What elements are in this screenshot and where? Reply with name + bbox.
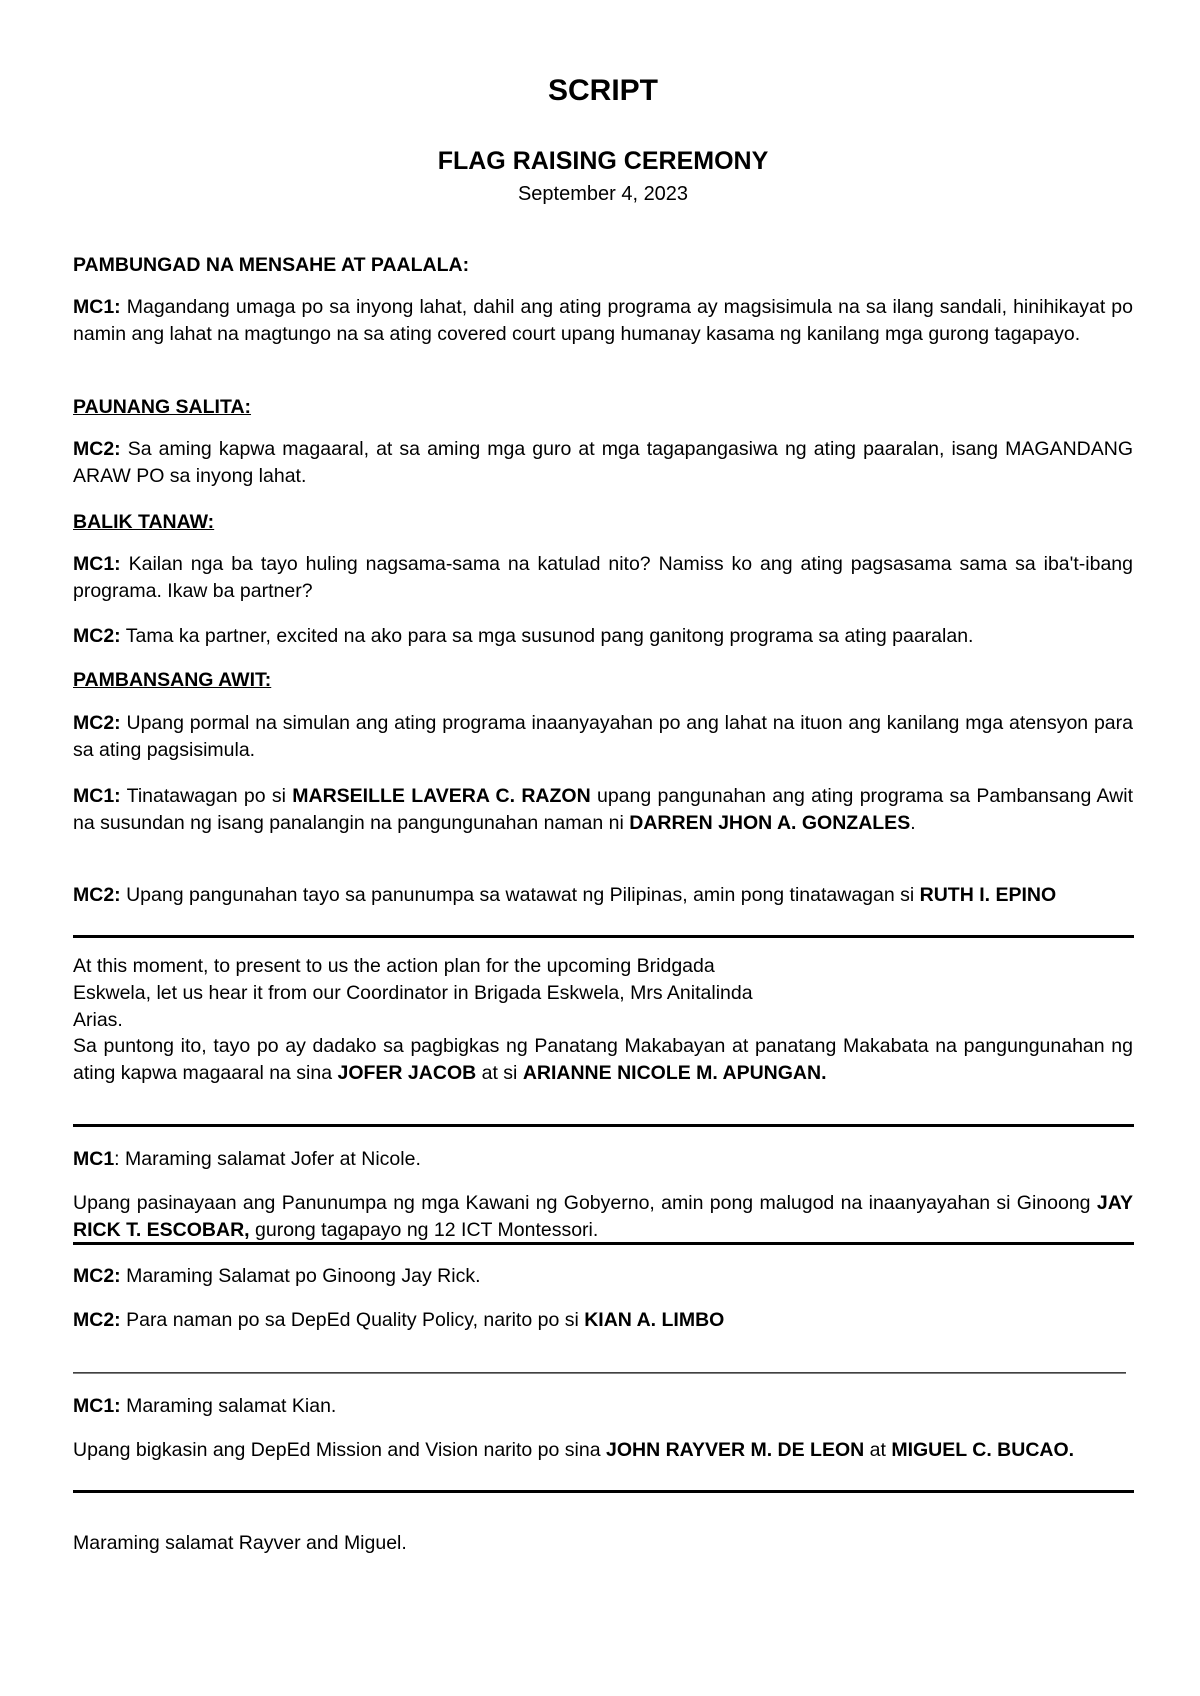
paragraph-text: Magandang umaga po sa inyong lahat, dahil ang ating programa ay magsisimula na sa ilang sandali, hinihikayat po namin ang lahat na magtungo na sa ating covered court upang humanay kasama ng kanilang mga gurong tagapayo. [73, 296, 1133, 345]
paragraph-mc2-quality-policy [73, 1307, 1133, 1334]
paragraph-text: Sa puntong ito, tayo po ay dadako sa pagbigkas ng Panatang Makabayan at panatang Makabata na pangungunahan ng ating kapwa magaaral na sina [73, 1035, 1133, 1084]
speaker-label: MC2: [73, 1309, 121, 1331]
person-name: RUTH I. EPINO [919, 884, 1057, 906]
paragraph-final-thanks: Maraming salamat Rayver and Miguel. [73, 1532, 407, 1554]
paragraph-mc1-balik [73, 551, 1133, 605]
speaker-label: MC2: [73, 1265, 121, 1287]
paragraph-mc1-greeting [73, 294, 1133, 348]
person-name: DARREN JHON A. GONZALES [629, 812, 911, 834]
document-title: SCRIPT [547, 74, 658, 107]
paragraph-text: Upang pangunahan tayo sa panunumpa sa watawat ng Pilipinas, amin pong tinatawagan si [120, 884, 920, 906]
paragraph-text: Para naman po sa DepEd Quality Policy, narito po si [120, 1309, 585, 1331]
speaker-label: MC2: [73, 625, 121, 647]
paragraph-text: Maraming Salamat po Ginoong Jay Rick. [120, 1265, 481, 1287]
section-heading-text: BALIK TANAW: [73, 511, 215, 533]
speaker-label: MC1: [73, 785, 121, 807]
paragraph-text: upang pangunahan ang ating programa sa Pambansang Awit na susundan ng isang panalangin na pangungunahan naman ni [73, 785, 1134, 834]
paragraph-text: Sa aming kapwa magaaral, at sa aming mga guro at mga tagapangasiwa ng ating paaralan, isang MAGANDANG ARAW PO sa inyong lahat. [73, 438, 1133, 487]
person-name: KIAN A. LIMBO [584, 1309, 725, 1331]
paragraph-mc2-pledge [73, 882, 1133, 909]
event-date: September 4, 2023 [517, 183, 689, 205]
paragraph-text: Maraming salamat Kian. [120, 1395, 337, 1417]
person-name: JOFER JACOB [337, 1062, 477, 1084]
paragraph-mission-vision [73, 1437, 1133, 1464]
divider-line [73, 1242, 1134, 1245]
paragraph-line: At this moment, to present to us the action plan for the upcoming Bridgada [73, 955, 715, 977]
paragraph-mc2-reply [73, 623, 1133, 650]
paragraph-text: Upang pasinayaan ang Panunumpa ng mga Kawani ng Gobyerno, amin pong malugod na inaanyayahan si Ginoong [73, 1192, 1097, 1214]
section-heading-text: PAMBANSANG AWIT: [73, 669, 272, 691]
paragraph-mc2-welcome [73, 436, 1133, 490]
speaker-label: MC2: [73, 438, 121, 460]
paragraph-line: Arias. [73, 1009, 123, 1031]
divider-line [73, 1124, 1134, 1127]
speaker-label: MC2: [73, 712, 121, 734]
paragraph-text: Upang pormal na simulan ang ating programa inaanyayahan po ang lahat na ituon ang kanilang mga atensyon para sa ating pagsisimula. [73, 712, 1133, 761]
event-title: FLAG RAISING CEREMONY [437, 147, 769, 175]
dash-separator: —————————————————————————————————————————————————————— [73, 1361, 1126, 1383]
section-heading-paunang-salita [73, 394, 1133, 421]
paragraph-mc2-intro [73, 710, 1133, 764]
person-name: JAY RICK T. ESCOBAR, [73, 1192, 1133, 1241]
person-name: MIGUEL C. BUCAO. [891, 1439, 1075, 1461]
paragraph-text: Upang bigkasin ang DepEd Mission and Vision narito po sina [73, 1439, 606, 1461]
paragraph-text: Tama ka partner, excited na ako para sa mga susunod pang ganitong programa sa ating paaralan. [120, 625, 974, 647]
speaker-label: MC1: [73, 296, 121, 318]
paragraph-panatang [73, 1033, 1133, 1087]
speaker-label: MC2: [73, 884, 121, 906]
paragraph-text: Tinatawagan po si [120, 785, 293, 807]
person-name: ARIANNE NICOLE M. APUNGAN. [522, 1062, 827, 1084]
section-heading-pambungad: PAMBUNGAD NA MENSAHE AT PAALALA: [73, 254, 470, 276]
speaker-label: MC1 [73, 1148, 115, 1170]
paragraph-action-plan [73, 953, 1133, 1034]
paragraph-text: : Maraming salamat Jofer at Nicole. [114, 1148, 421, 1170]
divider-line [73, 1490, 1134, 1493]
person-name: JOHN RAYVER M. DE LEON [605, 1439, 865, 1461]
paragraph-oath [73, 1190, 1133, 1244]
paragraph-text: gurong tagapayo ng 12 ICT Montessori. [249, 1219, 599, 1241]
paragraph-text: Kailan nga ba tayo huling nagsama-sama na katulad nito? Namiss ko ang ating pagsasama sama sa iba't-ibang programa. Ikaw ba partner? [73, 553, 1133, 602]
speaker-label: MC1: [73, 1395, 121, 1417]
paragraph-mc1-thanks-kian [73, 1393, 1133, 1420]
section-heading-text: PAUNANG SALITA: [73, 396, 252, 418]
person-name: MARSEILLE LAVERA C. RAZON [292, 785, 591, 807]
section-heading-balik-tanaw [73, 509, 1133, 536]
speaker-label: MC1: [73, 553, 121, 575]
paragraph-text: . [910, 812, 916, 834]
paragraph-mc1-anthem [73, 783, 1133, 837]
paragraph-line: Eskwela, let us hear it from our Coordinator in Brigada Eskwela, Mrs Anitalinda [73, 982, 753, 1004]
section-heading-pambansang-awit [73, 667, 1133, 694]
paragraph-text: at si [476, 1062, 523, 1084]
paragraph-mc2-thanks [73, 1263, 1133, 1290]
divider-line [73, 935, 1134, 938]
paragraph-text: at [864, 1439, 892, 1461]
paragraph-mc1-thanks [73, 1146, 1133, 1173]
